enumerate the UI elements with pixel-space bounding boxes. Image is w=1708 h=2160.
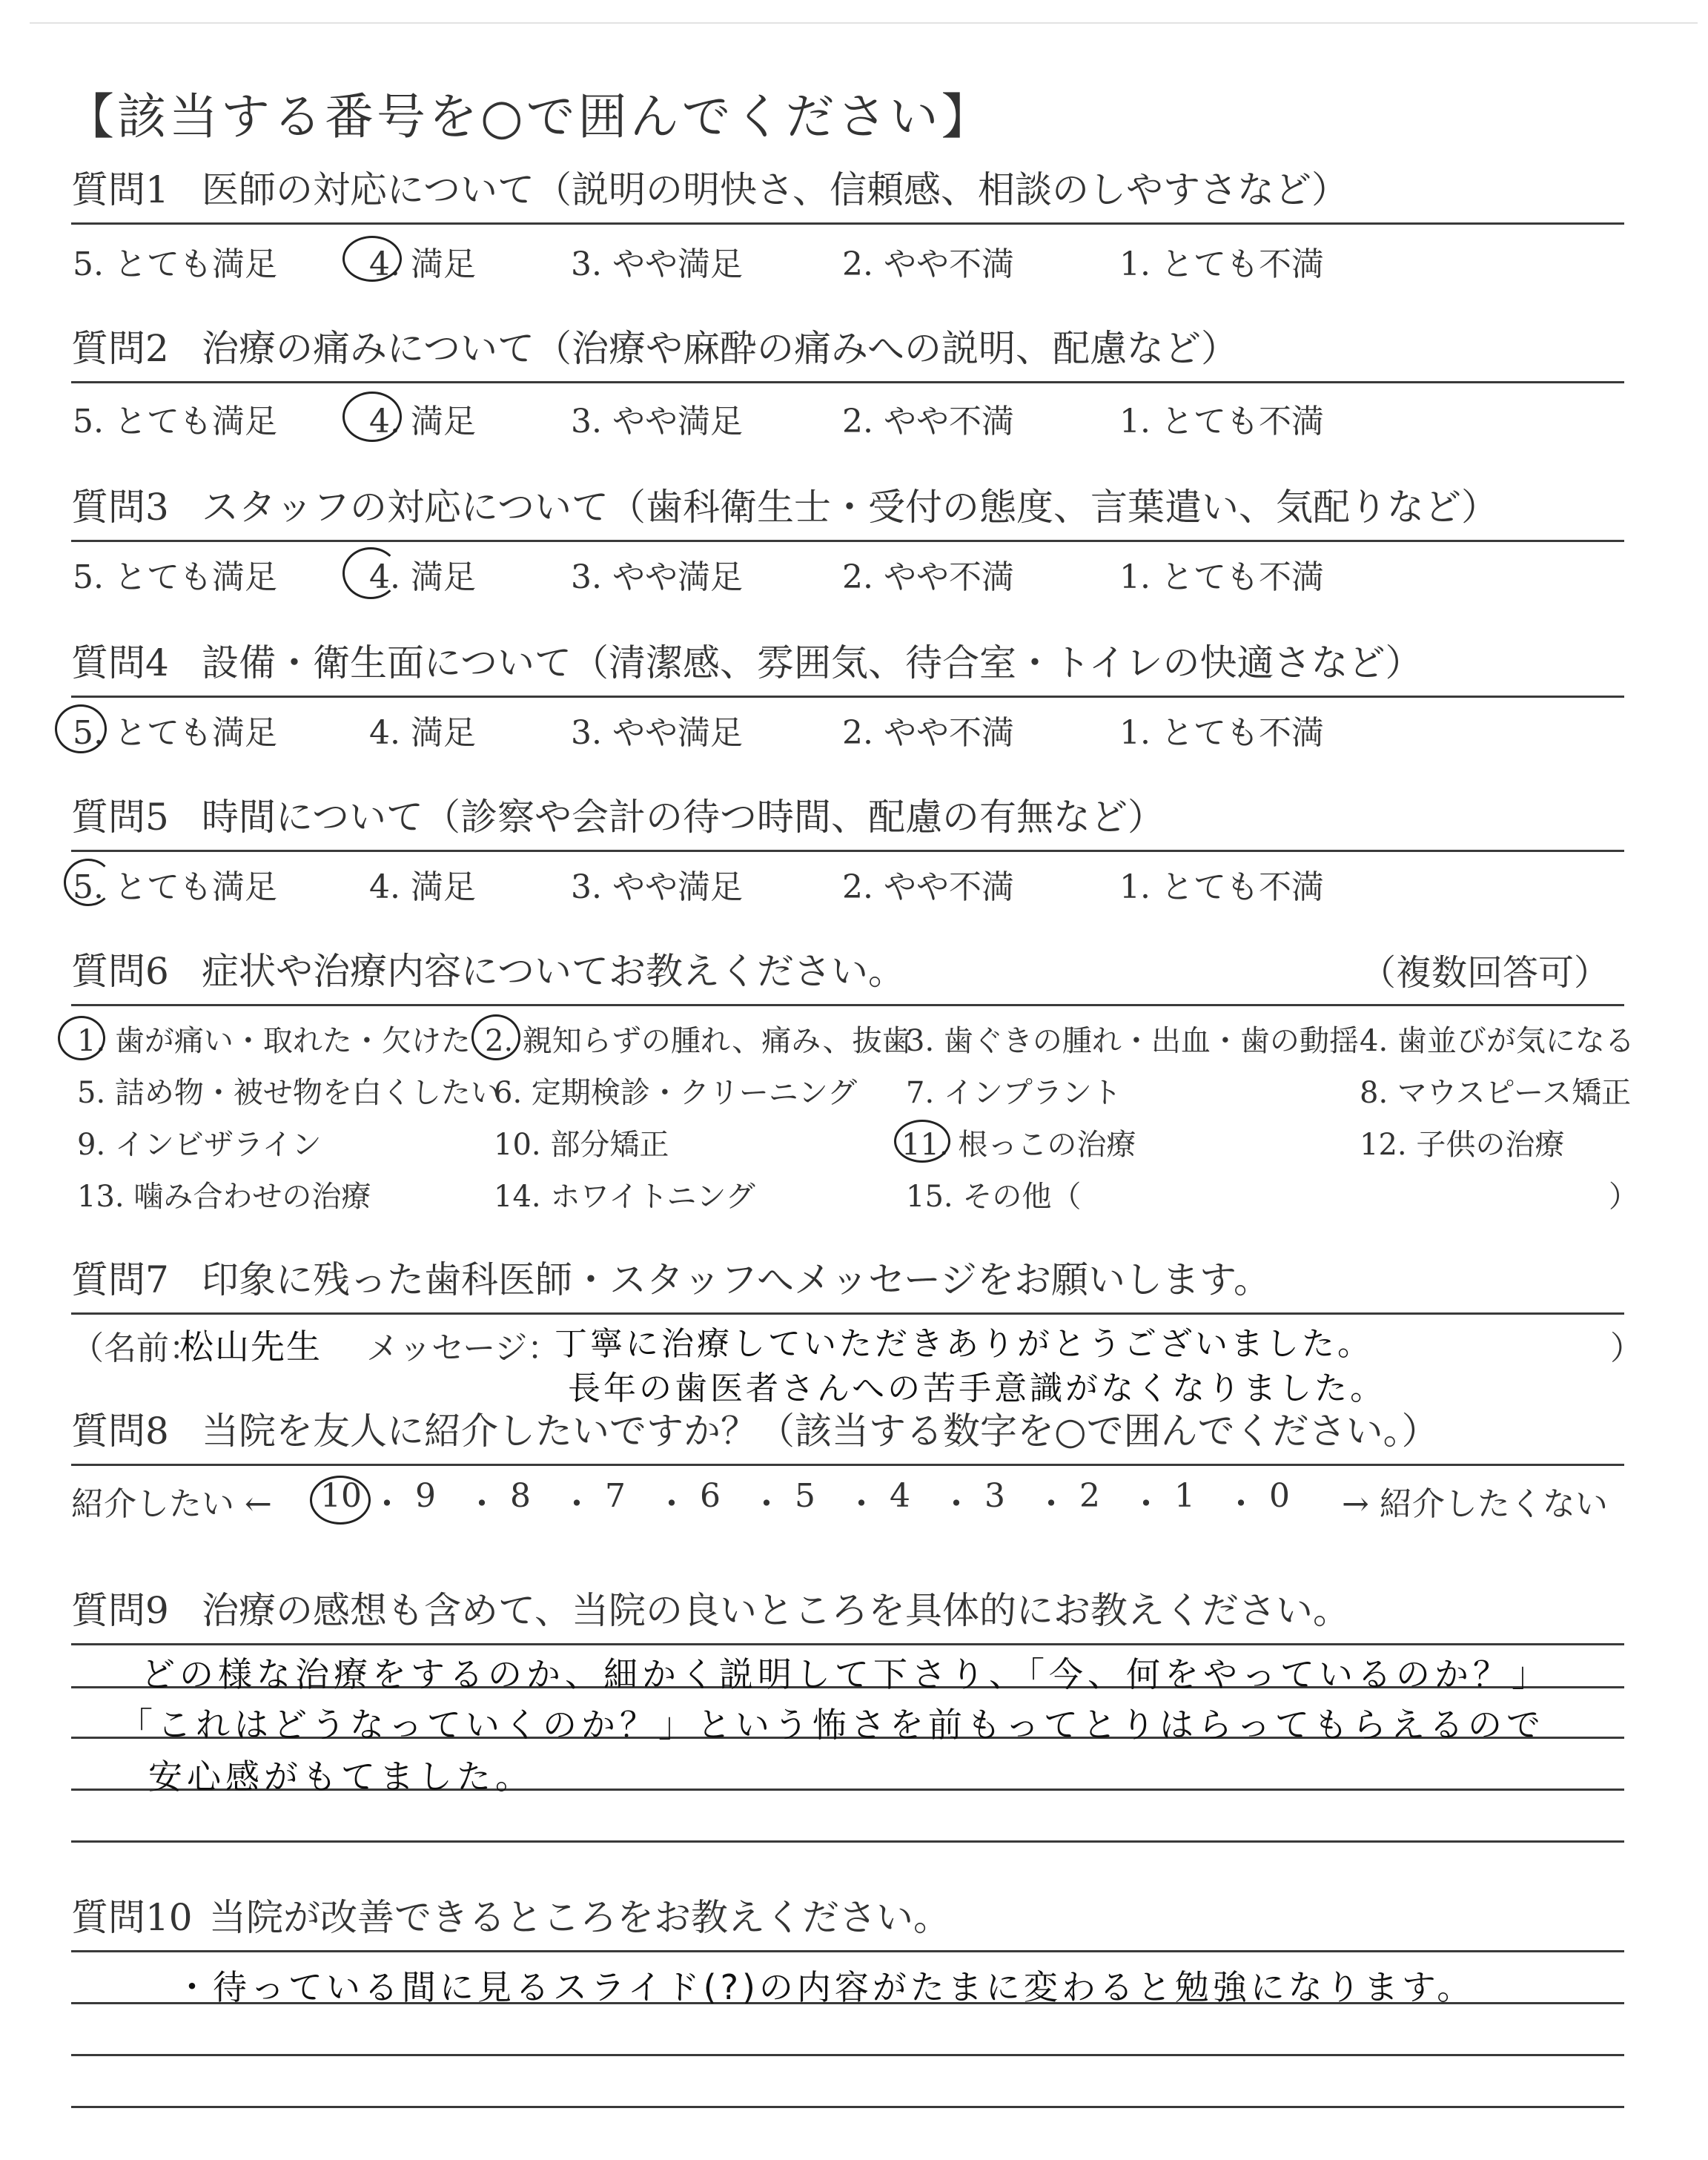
selection-circle	[894, 1120, 950, 1163]
recommend-left-label: 紹介したい ←	[71, 1485, 272, 1523]
question-text: 印象に残った歯科医師・スタッフへメッセージをお願いします。	[202, 1258, 1271, 1301]
treatment-option-14[interactable]: 14. ホワイトニング	[494, 1180, 755, 1214]
question-4	[71, 627, 1624, 698]
question-text: 治療の感想も含めて、当院の良いところを具体的にお教えください。	[202, 1589, 1350, 1632]
scale-separator-dot: ・	[655, 1485, 688, 1523]
scale-separator-dot: ・	[845, 1485, 878, 1523]
selection-circle	[342, 236, 402, 282]
recommend-score-0[interactable]: 0	[1269, 1477, 1290, 1515]
treatment-option-2[interactable]: 2. 親知らずの腫れ、痛み、抜歯	[485, 1024, 912, 1058]
question-1	[71, 154, 1624, 225]
option-4[interactable]: 4. 満足	[369, 558, 476, 596]
scale-separator-dot: ・	[1035, 1485, 1068, 1523]
option-5[interactable]: 5. とても満足	[73, 714, 277, 752]
question-label: 質問10	[71, 1896, 193, 1939]
option-5[interactable]: 5. とても満足	[73, 403, 277, 440]
treatment-option-6[interactable]: 6. 定期検診・クリーニング	[494, 1076, 858, 1110]
question-label: 質問4	[71, 641, 169, 684]
recommend-right-label: → 紹介したくない	[1342, 1485, 1608, 1523]
option-3[interactable]: 3. やや満足	[571, 558, 743, 596]
question-3	[71, 472, 1624, 542]
selection-circle	[342, 392, 402, 442]
page-title: 【該当する番号を○で囲んでください】	[65, 88, 993, 145]
recommend-score-5[interactable]: 5	[795, 1477, 815, 1515]
scale-separator-dot: ・	[560, 1485, 593, 1523]
treatment-option-8[interactable]: 8. マウスピース矯正	[1360, 1076, 1632, 1110]
question-label: 質問6	[71, 950, 169, 993]
recommend-score-9[interactable]: 9	[415, 1477, 436, 1515]
treatment-option-11[interactable]: 11. 根っこの治療	[901, 1128, 1136, 1162]
treatment-option-3[interactable]: 3. 歯ぐきの腫れ・出血・歯の動揺	[906, 1024, 1359, 1058]
treatment-option-10[interactable]: 10. 部分矯正	[494, 1128, 669, 1162]
answer-rule	[71, 2054, 1624, 2056]
option-2[interactable]: 2. やや不満	[842, 245, 1014, 283]
option-4[interactable]: 4. 満足	[369, 403, 476, 440]
recommend-score-8[interactable]: 8	[510, 1477, 531, 1515]
question-label: 質問7	[71, 1258, 169, 1301]
option-3[interactable]: 3. やや満足	[571, 245, 743, 283]
recommend-score-4[interactable]: 4	[890, 1477, 910, 1515]
treatment-option-9[interactable]: 9. インビザライン	[77, 1128, 322, 1162]
scale-separator-dot: ・	[371, 1485, 403, 1523]
option-1[interactable]: 1. とても不満	[1119, 868, 1324, 906]
message-label: メッセージ：	[366, 1330, 560, 1367]
question-text: 当院が改善できるところをお教えください。	[209, 1896, 950, 1939]
question-label: 質問9	[71, 1589, 169, 1632]
option-2[interactable]: 2. やや不満	[842, 714, 1014, 752]
question-text: 当院を友人に紹介したいですか？（該当する数字を○で囲んでください。）	[202, 1410, 1439, 1453]
treatment-option-4[interactable]: 4. 歯並びが気になる	[1360, 1024, 1635, 1058]
scale-separator-dot: ・	[1130, 1485, 1162, 1523]
recommend-score-10[interactable]: 10	[320, 1477, 362, 1515]
option-3[interactable]: 3. やや満足	[571, 714, 743, 752]
option-4[interactable]: 4. 満足	[369, 868, 476, 906]
scale-separator-dot: ・	[750, 1485, 783, 1523]
answer-rule	[71, 1840, 1624, 1843]
selection-circle	[64, 859, 113, 906]
answer-line[interactable]: どの様な治療をするのか、細かく説明して下さり、「今、何をやっているのか？」	[141, 1654, 1550, 1694]
option-4[interactable]: 4. 満足	[369, 714, 476, 752]
question-label: 質問1	[71, 168, 169, 211]
answer-rule	[71, 2106, 1624, 2108]
option-1[interactable]: 1. とても不満	[1119, 403, 1324, 440]
other-close-paren: ）	[1609, 1180, 1638, 1214]
option-5[interactable]: 5. とても満足	[73, 245, 277, 283]
answer-line[interactable]: 安心感がもてました。	[148, 1757, 534, 1797]
option-3[interactable]: 3. やや満足	[571, 868, 743, 906]
question-text: 医師の対応について（説明の明快さ、信頼感、相談のしやすさなど）	[202, 168, 1348, 211]
recommend-score-3[interactable]: 3	[984, 1477, 1005, 1515]
question-label: 質問3	[71, 486, 169, 529]
name-value[interactable]: 松山先生	[179, 1327, 322, 1367]
question-5	[71, 782, 1624, 852]
selection-circle	[310, 1476, 371, 1525]
treatment-option-7[interactable]: 7. インプラント	[906, 1076, 1122, 1110]
question-7	[71, 1244, 1624, 1315]
question-label: 質問2	[71, 327, 169, 370]
treatment-option-13[interactable]: 13. 噛み合わせの治療	[77, 1180, 371, 1214]
treatment-option-15[interactable]: 15. その他（	[906, 1180, 1082, 1214]
option-1[interactable]: 1. とても不満	[1119, 558, 1324, 596]
selection-circle	[58, 1016, 105, 1060]
scale-separator-dot: ・	[1225, 1485, 1257, 1523]
option-5[interactable]: 5. とても満足	[73, 868, 277, 906]
selection-circle	[55, 704, 107, 753]
question-label: 質問5	[71, 796, 169, 839]
option-1[interactable]: 1. とても不満	[1119, 714, 1324, 752]
option-2[interactable]: 2. やや不満	[842, 558, 1014, 596]
answer-line[interactable]: ・待っている間に見るスライド(?)の内容がたまに変わると勉強になります。	[175, 1967, 1475, 2007]
question-9	[71, 1575, 1624, 1645]
question-text: 症状や治療内容についてお教えください。	[202, 950, 905, 993]
message-line[interactable]: 長年の歯医者さんへの苦手意識がなくなりました。	[568, 1370, 1386, 1407]
option-1[interactable]: 1. とても不満	[1119, 245, 1324, 283]
option-2[interactable]: 2. やや不満	[842, 868, 1014, 906]
answer-line[interactable]: 「これはどうなっていくのか？」という怖さを前もってとりはらってもらえるので	[119, 1705, 1545, 1745]
question-text: 設備・衛生面について（清潔感、雰囲気、待合室・トイレの快適さなど）	[202, 641, 1423, 684]
top-border	[30, 22, 1698, 24]
question-2	[71, 313, 1624, 383]
name-label: （名前：	[71, 1330, 202, 1367]
question-8	[71, 1396, 1624, 1466]
question-6	[71, 936, 1624, 1006]
scale-separator-dot: ・	[940, 1485, 973, 1523]
treatment-option-1[interactable]: 1. 歯が痛い・取れた・欠けた	[77, 1024, 471, 1058]
selection-circle	[471, 1014, 520, 1060]
treatment-option-12[interactable]: 12. 子供の治療	[1360, 1128, 1565, 1162]
recommend-score-7[interactable]: 7	[605, 1477, 626, 1515]
option-5[interactable]: 5. とても満足	[73, 558, 277, 596]
option-4[interactable]: 4. 満足	[369, 245, 476, 283]
question-text: スタッフの対応について（歯科衛生士・受付の態度、言葉遣い、気配りなど）	[202, 486, 1498, 529]
multiple-answers-note: （複数回答可）	[1360, 952, 1609, 994]
message-line[interactable]: 丁寧に治療していただきありがとうございました。	[555, 1325, 1373, 1363]
treatment-option-5[interactable]: 5. 詰め物・被せ物を白くしたい	[77, 1076, 500, 1110]
question-label: 質問8	[71, 1410, 169, 1453]
message-close-paren: ）	[1610, 1330, 1643, 1367]
scale-separator-dot: ・	[466, 1485, 498, 1523]
selection-circle	[342, 547, 399, 599]
question-10	[71, 1882, 1624, 1952]
question-text: 時間について（診察や会計の待つ時間、配慮の有無など）	[202, 796, 1165, 839]
recommend-score-1[interactable]: 1	[1174, 1477, 1195, 1515]
option-3[interactable]: 3. やや満足	[571, 403, 743, 440]
option-2[interactable]: 2. やや不満	[842, 403, 1014, 440]
recommend-score-2[interactable]: 2	[1079, 1477, 1100, 1515]
question-text: 治療の痛みについて（治療や麻酔の痛みへの説明、配慮など）	[202, 327, 1238, 370]
recommend-score-6[interactable]: 6	[700, 1477, 721, 1515]
